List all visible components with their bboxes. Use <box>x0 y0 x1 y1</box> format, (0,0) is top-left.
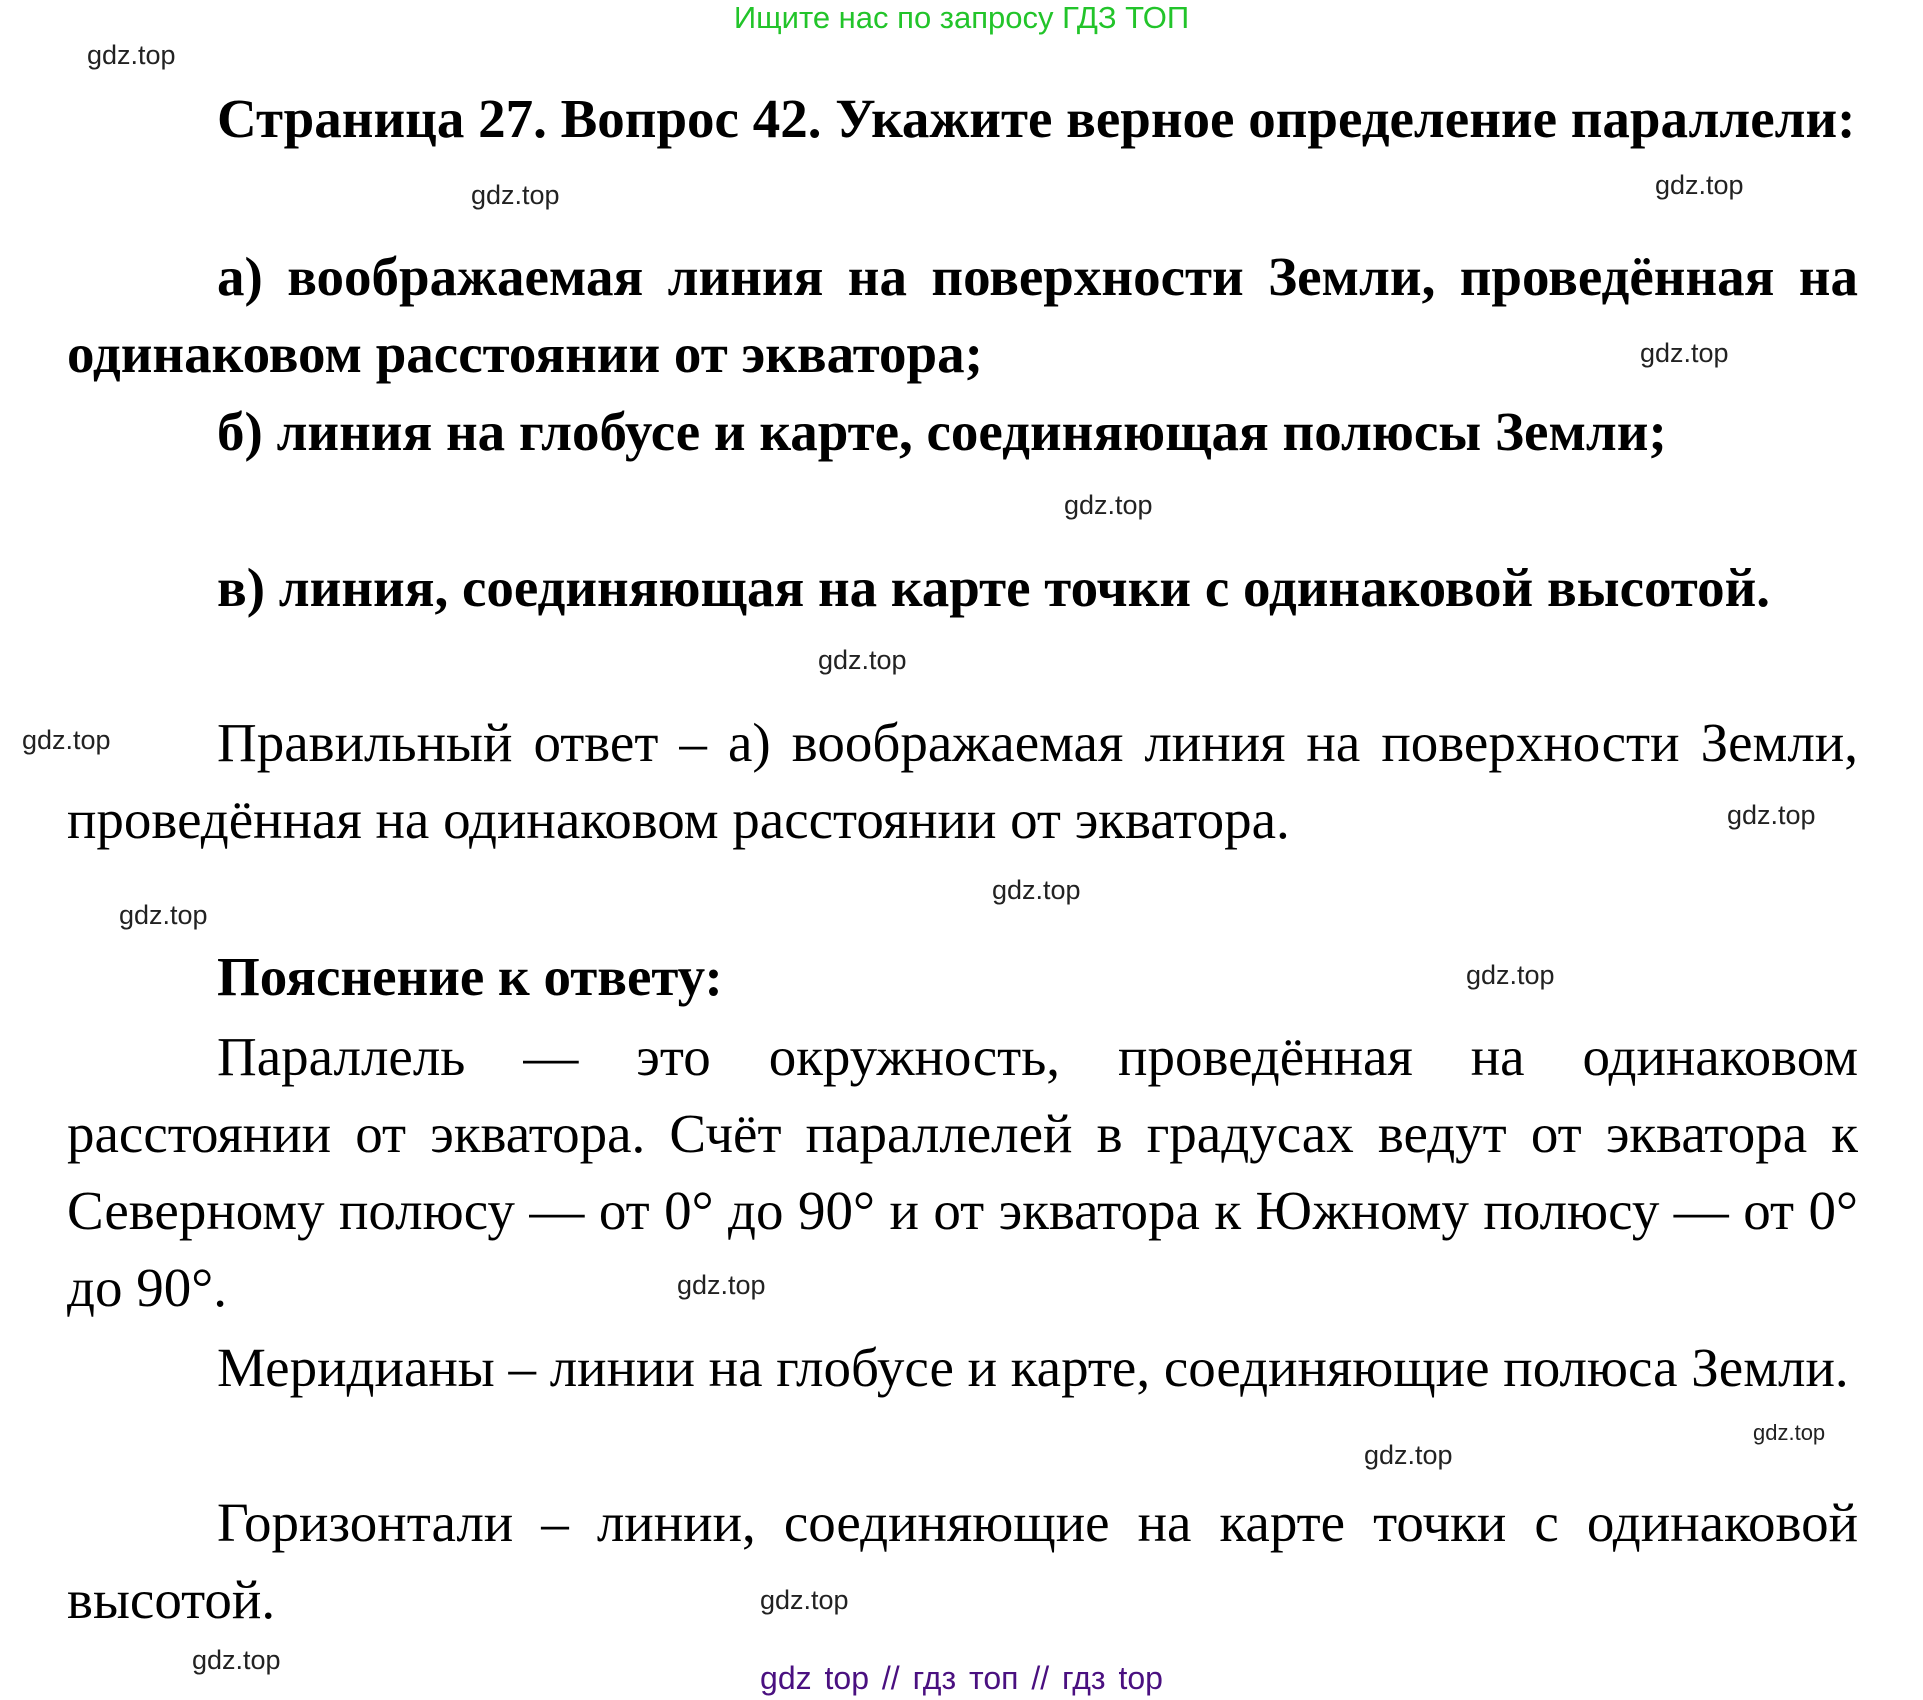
watermark: gdz.top <box>22 725 111 755</box>
explanation-contours: Горизонтали – линии, соединяющие на карте точки с одинаковой высотой. <box>67 1492 1858 1630</box>
watermark: gdz.top <box>471 180 560 210</box>
watermark: gdz.top <box>1640 338 1729 368</box>
watermark: gdz.top <box>1064 490 1153 520</box>
watermark: gdz.top <box>119 900 208 930</box>
question-title: Страница 27. Вопрос 42. Укажите верное определение параллели: <box>217 88 1856 149</box>
watermark: gdz.top <box>1753 1420 1826 1445</box>
watermark: gdz.top <box>192 1645 281 1675</box>
watermark: gdz.top <box>760 1585 849 1615</box>
explanation-parallel: Параллель — это окружность, проведённая на одинаковом расстоянии от экватора. Счёт параллелей в градусах ведут от экватора к Северному полюсу — от 0° до 90° и от экватора к Южному полюсу — от 0° до 90°. <box>67 1026 1858 1318</box>
explanation-heading: Пояснение к ответу: <box>217 946 723 1007</box>
watermark: gdz.top <box>1364 1440 1453 1470</box>
watermark: gdz.top <box>677 1270 766 1300</box>
watermark: gdz.top <box>818 645 907 675</box>
explanation-meridians: Меридианы – линии на глобусе и карте, соединяющие полюса Земли. <box>217 1337 1849 1398</box>
correct-answer: Правильный ответ – а) воображаемая линия на поверхности Земли, проведённая на одинаковом расстоянии от экватора. <box>67 712 1858 850</box>
watermark: gdz.top <box>1466 960 1555 990</box>
option-a: а) воображаемая линия на поверхности Земли, проведённая на одинаковом расстоянии от экватора; <box>67 246 1858 384</box>
footer-links: gdz top // гдз топ // гдз top <box>760 1660 1163 1696</box>
watermark: gdz.top <box>1655 170 1744 200</box>
search-banner: Ищите нас по запросу ГДЗ ТОП <box>733 0 1190 35</box>
option-b: б) линия на глобусе и карте, соединяющая полюсы Земли; <box>217 401 1667 462</box>
watermark: gdz.top <box>1727 800 1816 830</box>
option-c: в) линия, соединяющая на карте точки с одинаковой высотой. <box>217 557 1771 618</box>
watermark: gdz.top <box>992 875 1081 905</box>
watermark: gdz.top <box>87 40 176 70</box>
